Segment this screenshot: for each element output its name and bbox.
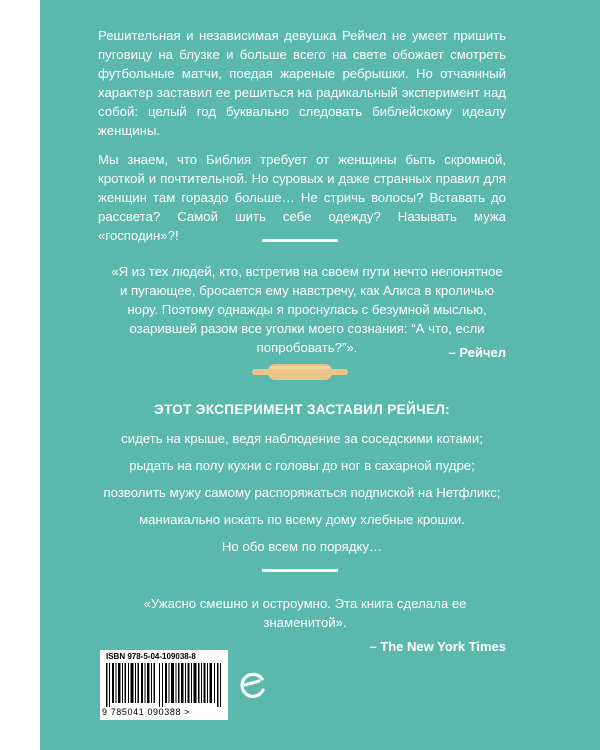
experiment-heading: ЭТОТ ЭКСПЕРИМЕНТ ЗАСТАВИЛ РЕЙЧЕЛ: xyxy=(154,402,450,417)
experiment-closing: Но обо всем по порядку… xyxy=(221,539,383,554)
experiment-item: маниакально искать по всему дому хлебные крошки. xyxy=(139,512,465,527)
experiment-item: сидеть на крыше, ведя наблюдение за соседскими котами; xyxy=(121,431,483,446)
intro-paragraph-1: Решительная и независимая девушка Рейчел не умеет пришить пуговицу на блузке и больше всего на свете обожает смотреть футбольные матчи, поедая жареные ребрышки. Но отчаянный характер заставил ее решиться на радикальный эксперимент над собой: целый год буквально следовать библейскому идеалу женщины. xyxy=(98,28,506,138)
divider-bottom xyxy=(262,569,338,572)
barcode-digits: 9 785041 090388 > xyxy=(102,707,191,717)
nyt-quote: «Ужасно смешно и остроумно. Эта книга сделала ее знаменитой». xyxy=(143,596,467,630)
divider-top xyxy=(262,239,338,242)
nyt-quote-author: – The New York Times xyxy=(369,639,506,654)
rachel-quote-author: – Рейчел xyxy=(448,345,506,360)
eksmo-logo-icon xyxy=(238,670,268,700)
experiment-item: позволить мужу самому распоряжаться подпиской на Нетфликс; xyxy=(103,485,501,500)
experiment-item: рыдать на полу кухни с головы до ног в сахарной пудре; xyxy=(129,458,475,473)
rolling-pin-icon xyxy=(252,362,348,382)
barcode-bars xyxy=(106,663,222,707)
barcode xyxy=(100,650,228,720)
rachel-quote: «Я из тех людей, кто, встретив на своем пути нечто непонятное и пугающее, бросается ему навстречу, как Алиса в кроличью нору. Поэтому однажды я проснулась с безумной мыслью, озарившей разом все уголки моего сознания: “А что, если попробовать?”». xyxy=(111,264,503,355)
intro-paragraph-2: Мы знаем, что Библия требует от женщины быть скромной, кроткой и почтительной. Но суровых и даже странных правил для женщин там гораздо больше… Не стричь волосы? Вставать до рассвета? Самой шить себе одежду? Называть мужа «господин»?! xyxy=(98,152,506,243)
isbn-text: ISBN 978-5-04-109038-8 xyxy=(106,652,196,661)
